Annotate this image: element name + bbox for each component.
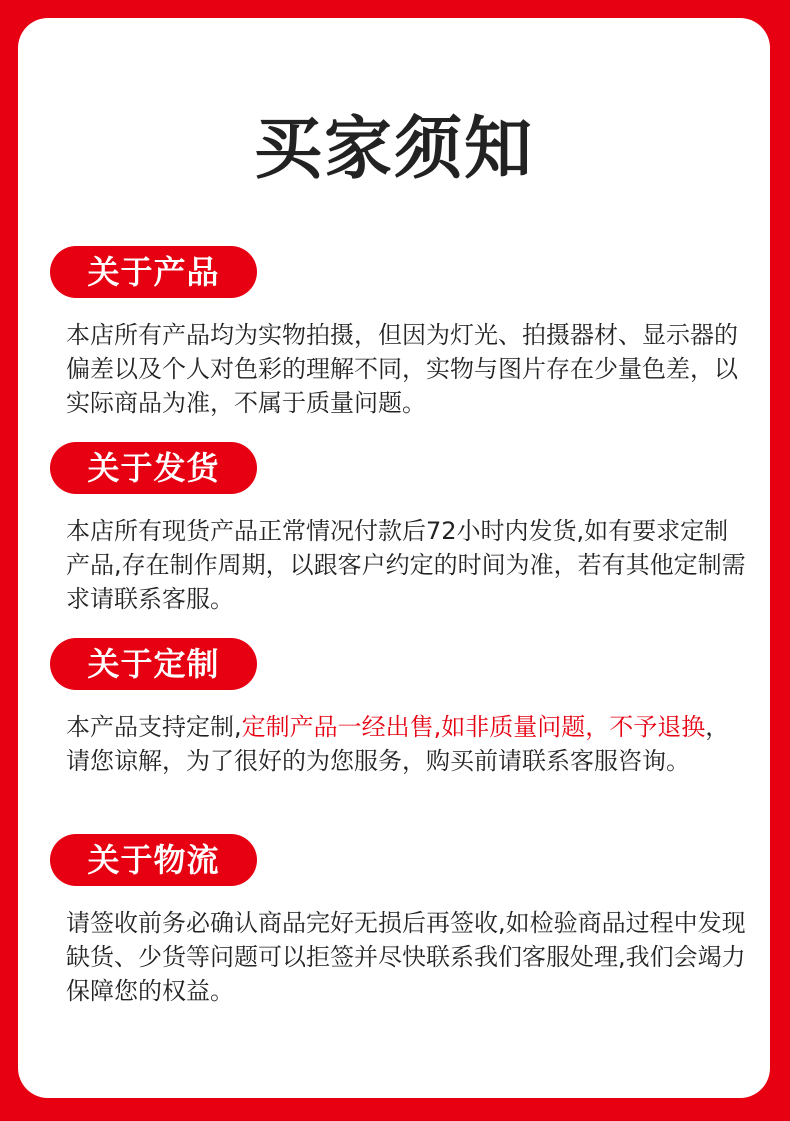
customization-text-after: ，请您谅解，为了很好的为您服务，购买前请联系客服咨询。: [66, 713, 730, 775]
notice-card: [18, 18, 770, 1098]
section-heading-product: 关于产品: [50, 246, 257, 298]
customization-text-highlight: 定制产品一经出售,如非质量问题，不予退换: [241, 713, 706, 741]
section-heading-logistics: 关于物流: [50, 834, 257, 886]
section-customization: [50, 638, 750, 778]
section-heading-customization: 关于定制: [50, 638, 257, 690]
section-heading-shipping: 关于发货: [50, 442, 257, 494]
section-text-logistics: 请签收前务必确认商品完好无损后再签收,如检验商品过程中发现缺货、少货等问题可以拒签并尽快联系我们客服处理,我们会竭力保障您的权益。: [66, 909, 746, 1005]
section-shipping: [50, 442, 750, 616]
section-product: [50, 246, 750, 420]
section-text-shipping: 本店所有现货产品正常情况付款后72小时内发货,如有要求定制产品,存在制作周期，以跟客户约定的时间为准，若有其他定制需求请联系客服。: [66, 517, 746, 613]
page-title: 买家须知: [253, 110, 534, 189]
section-text-product: 本店所有产品均为实物拍摄，但因为灯光、拍摄器材、显示器的偏差以及个人对色彩的理解不同，实物与图片存在少量色差，以实际商品为准，不属于质量问题。: [66, 321, 738, 417]
customization-text-before: 本产品支持定制,: [66, 713, 242, 741]
section-logistics: [50, 834, 750, 1008]
section-text-customization: [66, 710, 750, 778]
